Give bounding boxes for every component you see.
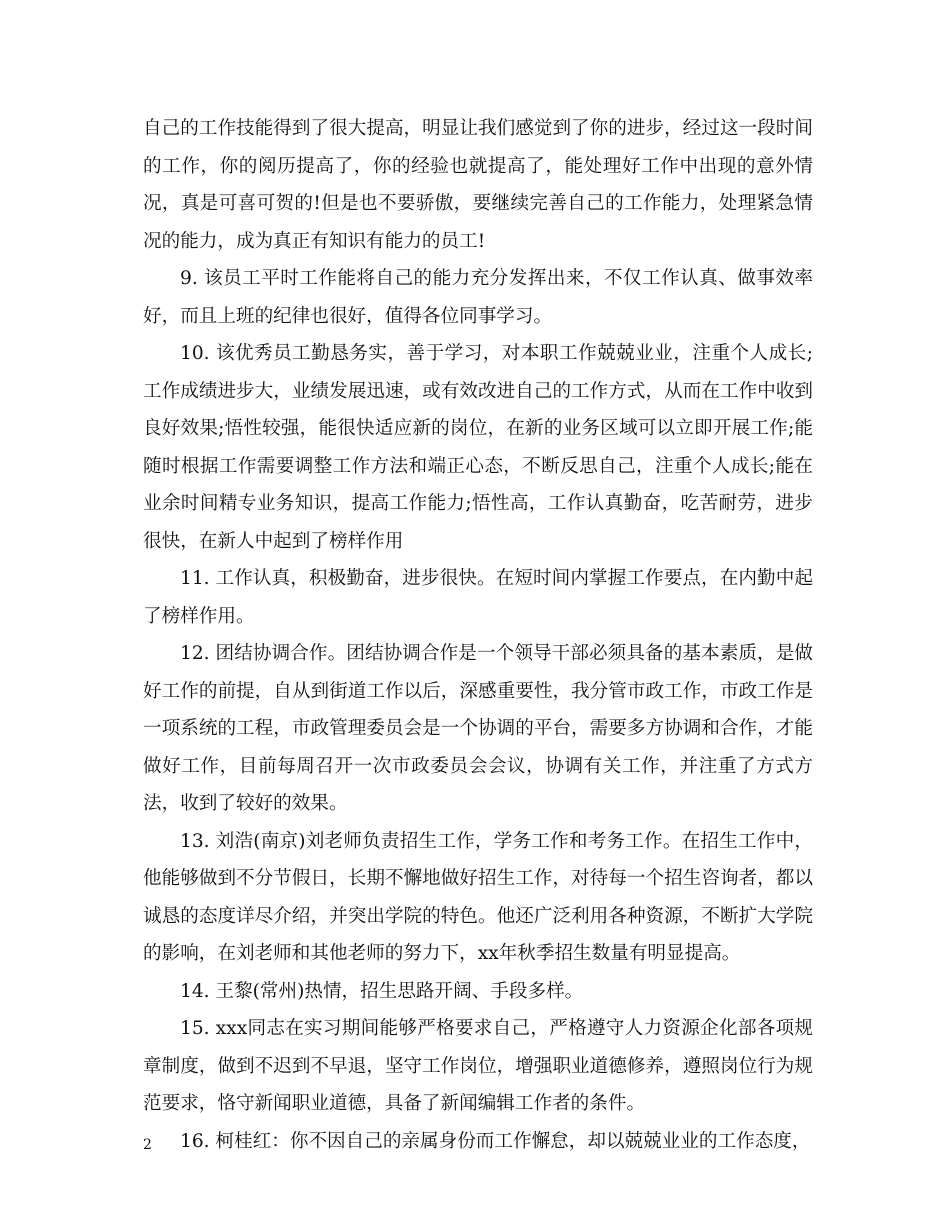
paragraph-item-16: 16. 柯桂红：你不因自己的亲属身份而工作懈怠，却以兢兢业业的工作态度， bbox=[180, 1130, 811, 1152]
document-body bbox=[143, 110, 813, 1160]
paragraph-item-11: 11. 工作认真，积极勤奋，进步很快。在短时间内掌握工作要点，在内勤中起了榜样作用。 bbox=[143, 568, 813, 627]
paragraph-continuation: 自己的工作技能得到了很大提高，明显让我们感觉到了你的进步，经过这一段时间的工作，你的阅历提高了，你的经验也就提高了，能处理好工作中出现的意外情况，真是可喜可贺的!但是也不要骄傲，要继续完善自己的工作能力，处理紧急情况的能力，成为真正有知识有能力的员工! bbox=[143, 118, 813, 252]
page-number: 2 bbox=[143, 1137, 152, 1153]
paragraph-item-13: 13. 刘浩(南京)刘老师负责招生工作，学务工作和考务工作。在招生工作中，他能够做到不分节假日，长期不懈地做好招生工作，对待每一个招生咨询者，都以诚恳的态度详尽介绍，并突出学院的特色。他还广泛利用各种资源，不断扩大学院的影响，在刘老师和其他老师的努力下，xx年秋季招生数量有明显提高。 bbox=[143, 830, 813, 964]
paragraph-item-9: 9. 该员工平时工作能将自己的能力充分发挥出来，不仅工作认真、做事效率好，而且上班的纪律也很好，值得各位同事学习。 bbox=[143, 268, 813, 327]
paragraph-item-12: 12. 团结协调合作。团结协调合作是一个领导干部必须具备的基本素质，是做好工作的前提，自从到街道工作以后，深感重要性，我分管市政工作，市政工作是一项系统的工程，市政管理委员会是一个协调的平台，需要多方协调和合作，才能做好工作，目前每周召开一次市政委员会会议，协调有关工作，并注重了方式方法，收到了较好的效果。 bbox=[143, 643, 813, 814]
paragraph-item-14: 14. 王黎(常州)热情，招生思路开阔、手段多样。 bbox=[180, 980, 584, 1002]
paragraph-item-10: 10. 该优秀员工勤恳务实，善于学习，对本职工作兢兢业业，注重个人成长;工作成绩进步大，业绩发展迅速，或有效改进自己的工作方式，从而在工作中收到良好效果;悟性较强，能很快适应新的岗位，在新的业务区域可以立即开展工作;能随时根据工作需要调整工作方法和端正心态，不断反思自己，注重个人成长;能在业余时间精专业务知识，提高工作能力;悟性高，工作认真勤奋，吃苦耐劳，进步很快，在新人中起到了榜样作用 bbox=[143, 343, 813, 552]
paragraph-item-15: 15. xxx同志在实习期间能够严格要求自己，严格遵守人力资源企化部各项规章制度，做到不迟到不早退，坚守工作岗位，增强职业道德修养，遵照岗位行为规范要求，恪守新闻职业道德，具备了新闻编辑工作者的条件。 bbox=[143, 1018, 813, 1114]
